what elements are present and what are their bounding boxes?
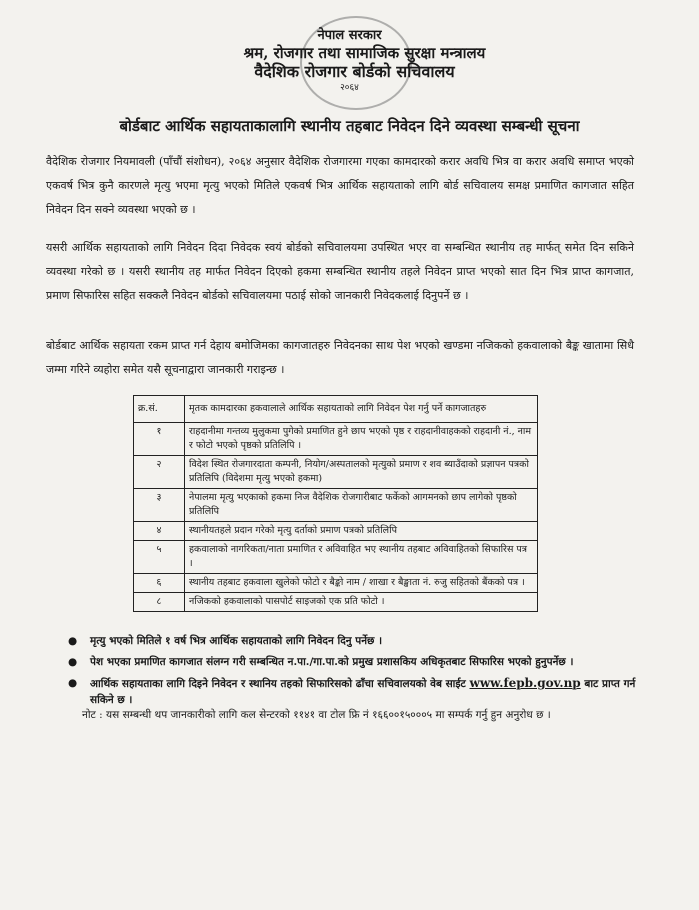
notice-title: बोर्डबाट आर्थिक सहायताकालागि स्थानीय तहबाट निवेदन दिने व्यवस्था सम्बन्धी सूचना	[119, 117, 580, 135]
table-header-row	[134, 396, 538, 423]
ministry-name: श्रम, रोजगार तथा सामाजिक सुरक्षा मन्त्रालय	[243, 44, 486, 62]
bullet-text-end: बाट प्राप्त गर्न सकिने छ ।	[90, 678, 636, 706]
row-document: विदेश स्थित रोजगारदाता कम्पनी, नियोग/अस्पतालको मृत्युको प्रमाण र शव ब्याउँदाको प्रज्ञापन पत्रको प्रतिलिपि (विदेशमा मृत्यु भएको हकमा)	[185, 456, 538, 489]
bullet-icon: ●	[68, 677, 78, 689]
row-document: नेपालमा मृत्यु भएकाको हकमा निज वैदेशिक रोजगारीबाट फर्केको आगमनको छाप लागेको पृष्ठको प्रतिलिपि	[185, 489, 538, 522]
table-row	[134, 489, 538, 522]
row-number: ४	[134, 522, 185, 541]
row-document: राहदानीमा गन्तव्य मुलुकमा पुगेको प्रमाणित हुने छाप भएको पृष्ठ र राहदानीवाहकको राहदानी नं., नाम र फोटो भएको पृष्ठको प्रतिलिपि ।	[185, 423, 538, 456]
row-number: ८	[134, 593, 185, 612]
office-name: वैदेशिक रोजगार बोर्डको सचिवालय	[254, 62, 455, 81]
table-row	[134, 541, 538, 574]
row-document: स्थानीयतहले प्रदान गरेको मृत्यु दर्ताको प्रमाण पत्रको प्रतिलिपि	[185, 522, 538, 541]
established-year: २०६४	[340, 83, 359, 93]
footer-note: नोट : यस सम्बन्धी थप जानकारीको लागि कल सेन्टरको ११४१ वा टोल फ्रि नं १६६००१५०००५ मा सम्पर्क गर्नु हुन अनुरोध छ ।	[82, 709, 551, 721]
paragraph-2: यसरी आर्थिक सहायताको लागि निवेदन दिदा निवेदक स्वयं बोर्डको सचिवालयमा उपस्थित भएर वा सम्बन्धित स्थानीय तह मार्फत् समेत दिन सकिने व्यवस्था गरेको छ । यसरी स्थानीय तह मार्फत निवेदन दिएको हकमा सम्बन्धित स्थानीय तहले निवेदन प्राप्त भएको सात दिन भित्र प्राप्त कागजात, प्रमाण सिफारिस सहित सक्कलै निवेदन बोर्डको सचिवालयमा पठाई सोको जानकारी निवेदकलाई दिनुपर्ने छ ।	[46, 241, 634, 302]
row-number: २	[134, 456, 185, 489]
row-document: हकवालाको नागरिकता/नाता प्रमाणित र अविवाहित भए स्थानीय तहबाट अविवाहितको सिफारिस पत्र ।	[185, 541, 538, 574]
list-item	[68, 654, 638, 670]
bullet-icon: ●	[68, 656, 78, 668]
bullet-list	[68, 633, 638, 713]
list-item	[68, 633, 638, 649]
government-name: नेपाल सरकार	[317, 28, 382, 43]
table-row	[134, 574, 538, 593]
bullet-text: मृत्यु भएको मितिले १ वर्ष भित्र आर्थिक सहायताको लागि निवेदन दिनु पर्नेछ ।	[90, 635, 383, 647]
bullet-icon: ●	[68, 635, 78, 647]
table-row	[134, 522, 538, 541]
required-documents-table	[133, 395, 538, 612]
list-item	[68, 675, 638, 708]
table-row	[134, 423, 538, 456]
row-number: ५	[134, 541, 185, 574]
row-document: स्थानीय तहबाट हकवाला खुलेको फोटो र बैङ्को नाम / शाखा र बैङ्खाता नं. रुजु सहितको बैंकको पत्र ।	[185, 574, 538, 593]
row-number: १	[134, 423, 185, 456]
column-header-number: क्र.सं.	[134, 396, 185, 423]
website-link[interactable]: www.fepb.gov.np	[469, 676, 581, 690]
paragraph-1: वैदेशिक रोजगार नियमावली (पाँचौं संशोधन), २०६४ अनुसार वैदेशिक रोजगारमा गएका कामदारको करार अवधि भित्र वा करार अवधि समाप्त भएको एकवर्ष भित्र कुनै कारणले मृत्यु भएमा मृत्यु भएको मितिले एकवर्ष भित्र आर्थिक सहायताको लागि बोर्ड सचिवालय समक्ष प्रमाणित कागजात सहित निवेदन दिन सक्ने व्यवस्था भएको छ ।	[46, 155, 634, 216]
row-document: नजिकको हकवालाको पासपोर्ट साइजको एक प्रति फोटो ।	[185, 593, 538, 612]
bullet-text: पेश भएका प्रमाणित कागजात संलग्न गरी सम्बन्धित न.पा./गा.पा.को प्रमुख प्रशासकिय अधिकृतबाट सिफारिस भएको हुनुपर्नेछ ।	[90, 656, 574, 668]
table-row	[134, 456, 538, 489]
row-number: ३	[134, 489, 185, 522]
bullet-text: आर्थिक सहायताका लागि दिइने निवेदन र स्थानिय तहको सिफारिसको ढाँचा सचिवालयको वेब साईट	[90, 678, 466, 690]
table-row	[134, 593, 538, 612]
column-header-documents: मृतक कामदारका हकवालाले आर्थिक सहायताको लागि निवेदन पेश गर्नु पर्ने कागजातहरु	[185, 396, 538, 423]
paragraph-3: बोर्डबाट आर्थिक सहायता रकम प्राप्त गर्न देहाय बमोजिमका कागजातहरु निवेदनका साथ पेश भएको खण्डमा नजिकको हकवालाको बैङ्क खातामा सिधै जम्मा गरिने व्यहोरा समेत यसै सूचनाद्वारा जानकारी गराइन्छ ।	[46, 339, 634, 376]
row-number: ६	[134, 574, 185, 593]
letterhead	[0, 28, 699, 94]
